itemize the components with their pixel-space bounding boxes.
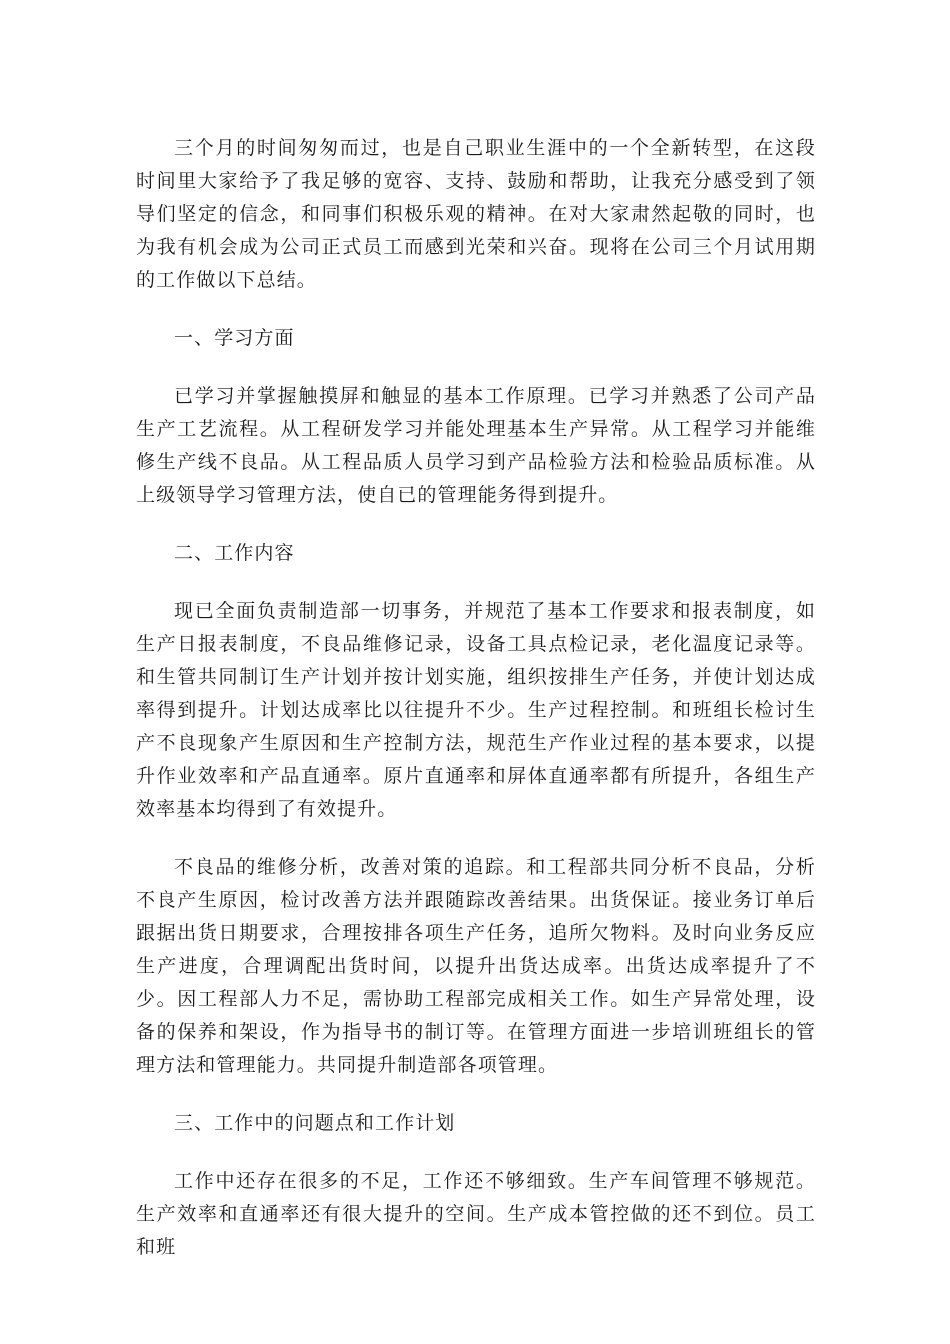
paragraph-defect-analysis: 不良品的维修分析，改善对策的追踪。和工程部共同分析不良品，分析不良产生原因，检讨改善方法并跟随踪改善结果。出货保证。接业务订单后跟据出货日期要求，合理按排各项生产任务，追所欠物料。及时向业务反应生产进度，合理调配出货时间，以提升出货达成率。出货达成率提升了不少。因工程部人力不足，需协助工程部完成相关工作。如生产异常处理，设备的保养和架设，作为指导书的制订等。在管理方面进一步培训班组长的管理方法和管理能力。共同提升制造部各项管理。 bbox=[136, 856, 816, 1076]
paragraph-study: 已学习并掌握触摸屏和触显的基本工作原理。已学习并熟悉了公司产品生产工艺流程。从工程研发学习并能处理基本生产异常。从工程学习并能维修生产线不良品。从工程品质人员学习到产品检验方法和检验品质标准。从上级领导学习管理方法，使自已的管理能务得到提升。 bbox=[136, 385, 816, 506]
paragraph-work-content: 现已全面负责制造部一切事务，并规范了基本工作要求和报表制度，如生产日报表制度，不良品维修记录，设备工具点检记录，老化温度记录等。和生管共同制订生产计划并按计划实施，组织按排生产任务，并使计划达成率得到提升。计划达成率比以往提升不少。生产过程控制。和班组长检讨生产不良现象产生原因和生产控制方法，规范生产作业过程的基本要求，以提升作业效率和产品直通率。原片直通率和屏体直通率都有所提升，各组生产效率基本均得到了有效提升。 bbox=[136, 600, 816, 820]
section-heading-work-content: 二、工作内容 bbox=[174, 542, 295, 564]
document-body bbox=[136, 132, 816, 1289]
paragraph-intro: 三个月的时间匆匆而过，也是自己职业生涯中的一个全新转型，在这段时间里大家给予了我足够的宽容、支持、鼓励和帮助，让我充分感受到了领导们坚定的信念，和同事们积极乐观的精神。在对大家肃然起敬的同时，也为我有机会成为公司正式员工而感到光荣和兴奋。现将在公司三个月试用期的工作做以下总结。 bbox=[136, 137, 816, 291]
section-heading-study: 一、学习方面 bbox=[174, 327, 295, 349]
section-heading-problems-plan: 三、工作中的问题点和工作计划 bbox=[174, 1112, 456, 1134]
paragraph-problems: 工作中还存在很多的不足，工作还不够细致。生产车间管理不够规范。生产效率和直通率还有很大提升的空间。生产成本管控做的还不到位。员工和班 bbox=[136, 1170, 816, 1258]
